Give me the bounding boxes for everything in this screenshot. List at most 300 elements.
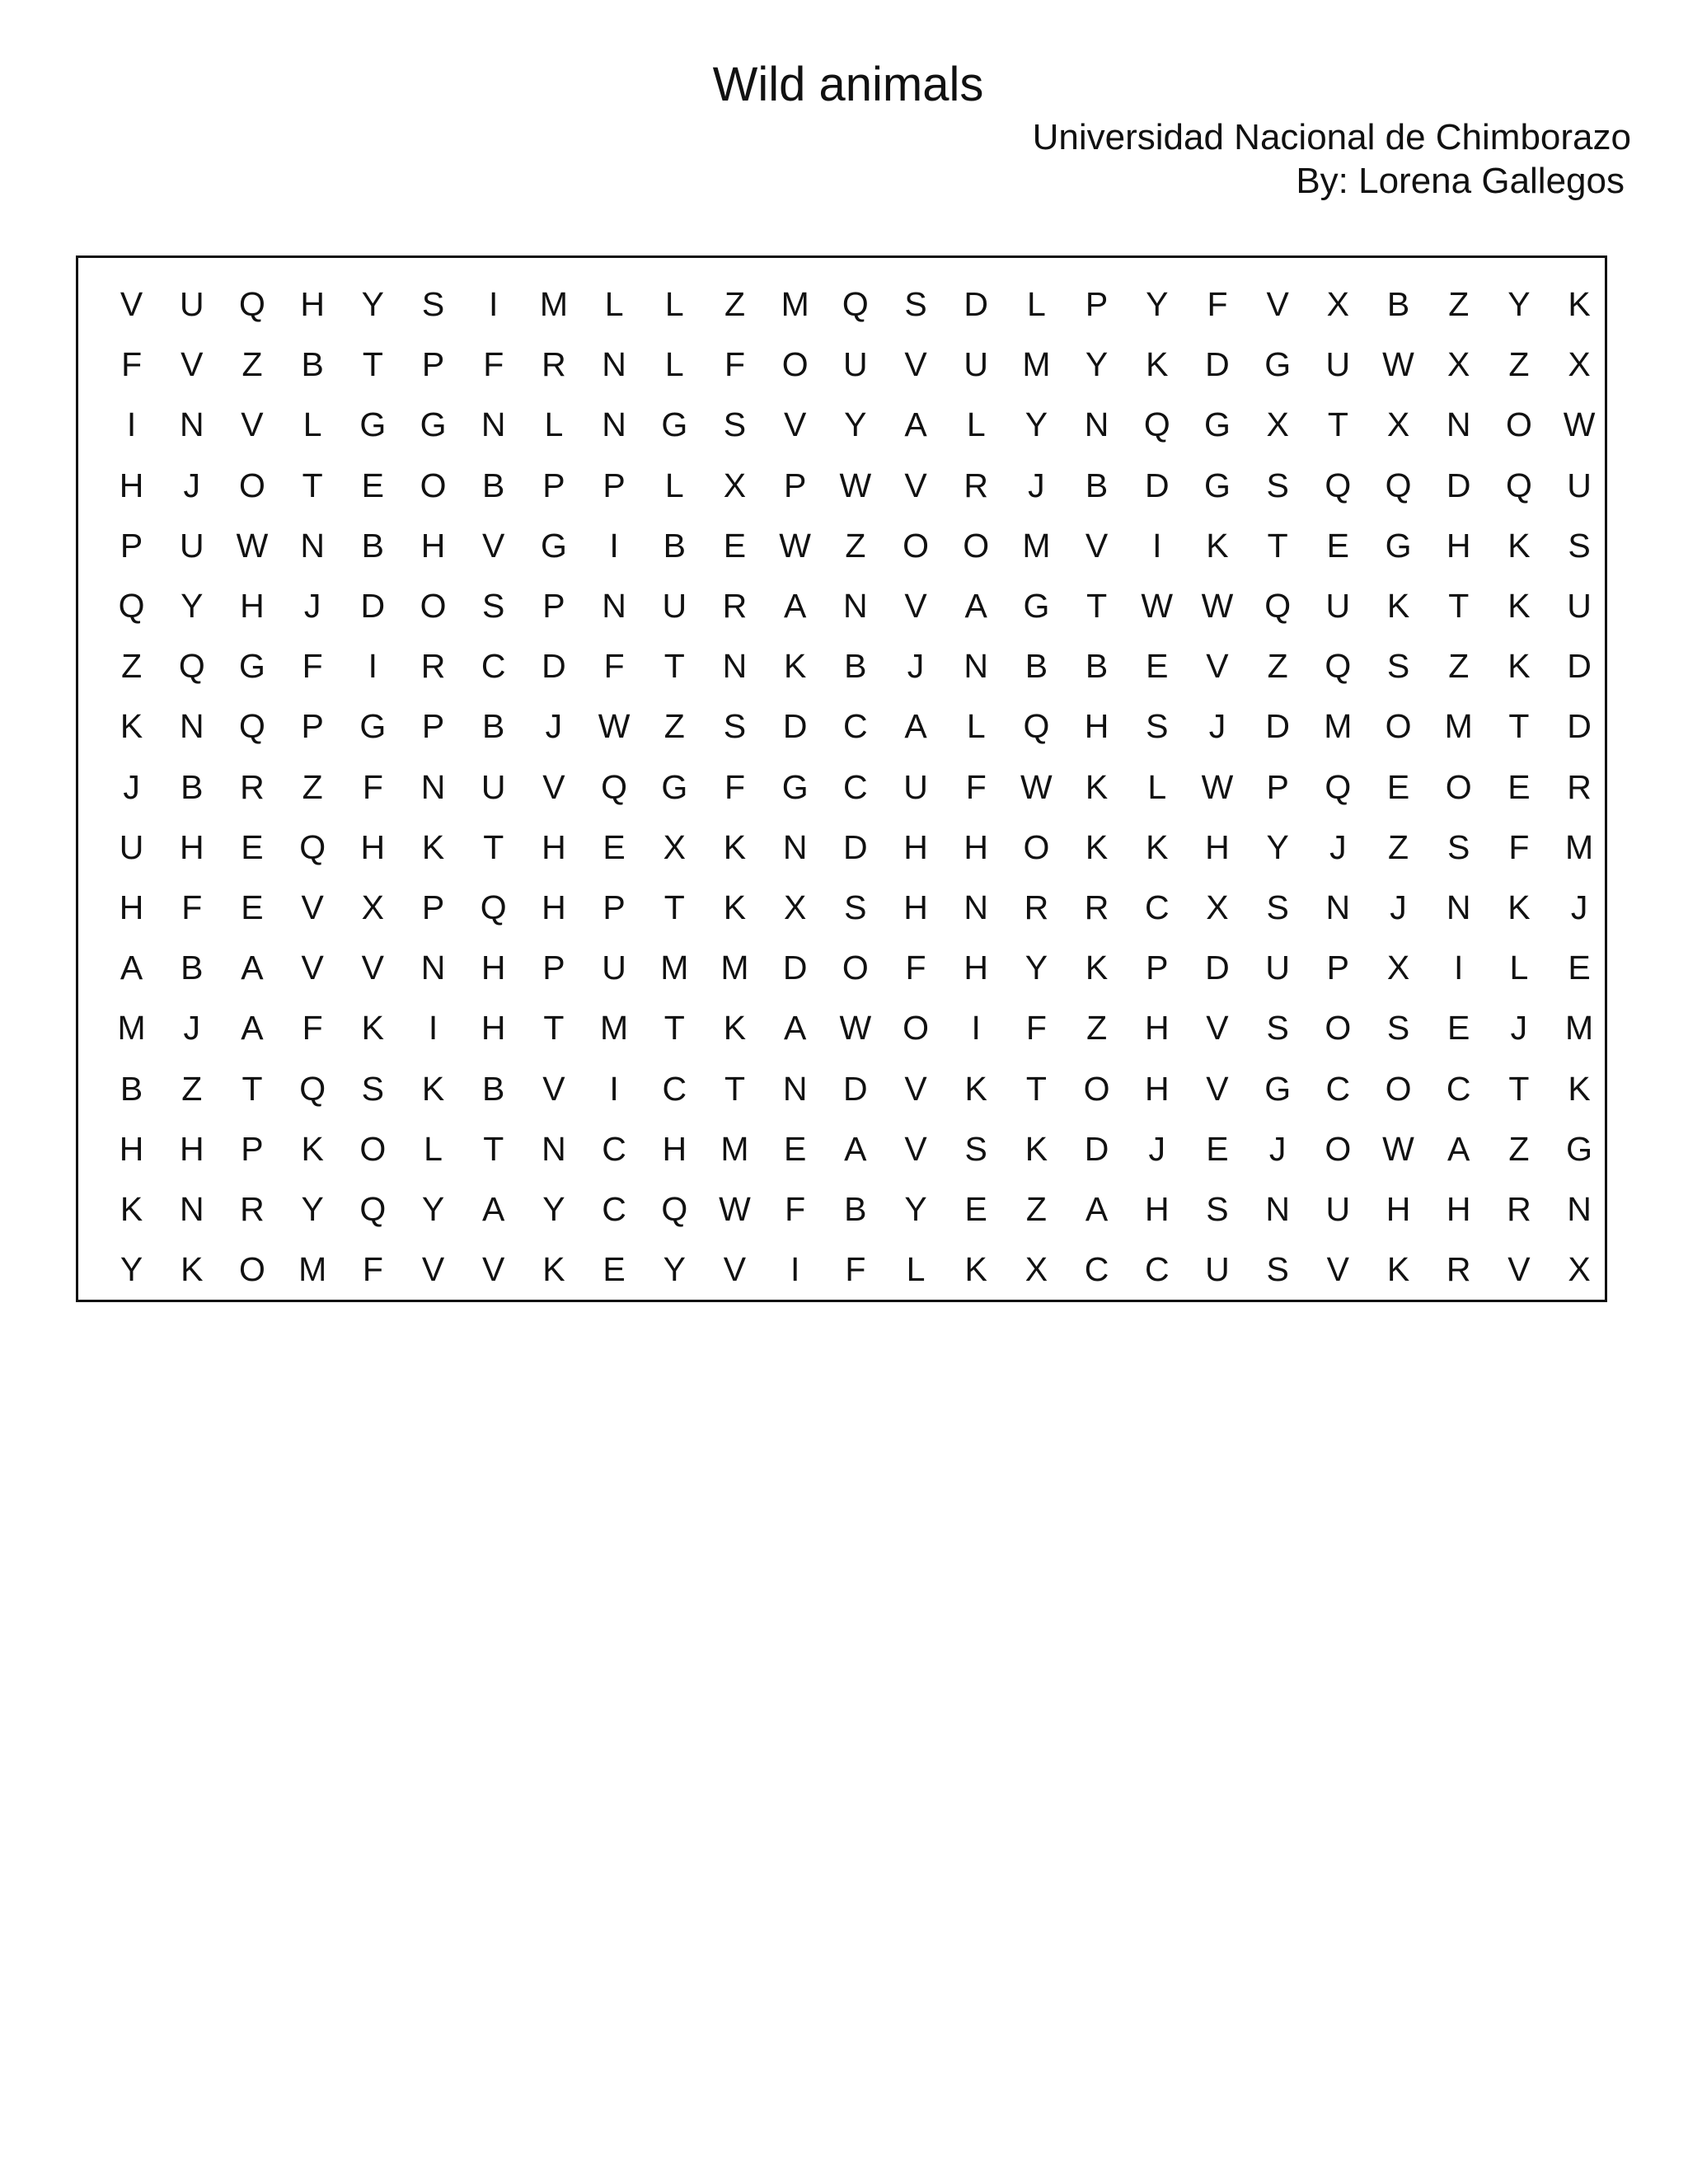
grid-letter[interactable]: O	[781, 345, 809, 384]
grid-letter[interactable]: S	[1568, 526, 1591, 565]
grid-letter[interactable]: L	[424, 1129, 443, 1168]
grid-letter[interactable]: M	[539, 285, 568, 324]
grid-letter[interactable]: Q	[178, 647, 205, 686]
grid-letter[interactable]: I	[790, 1250, 800, 1289]
grid-letter[interactable]: Z	[1025, 1189, 1047, 1228]
grid-letter[interactable]: P	[421, 345, 445, 384]
grid-letter[interactable]: T	[302, 466, 323, 504]
grid-letter[interactable]: Y	[904, 1189, 927, 1228]
grid-letter[interactable]: H	[1446, 526, 1471, 565]
grid-letter[interactable]: O	[842, 949, 869, 987]
grid-letter[interactable]: S	[723, 405, 747, 444]
grid-letter[interactable]: W	[779, 526, 811, 565]
grid-letter[interactable]: H	[119, 1129, 144, 1168]
grid-letter[interactable]: H	[1446, 1189, 1471, 1228]
grid-letter[interactable]: D	[1446, 466, 1471, 504]
grid-letter[interactable]: G	[540, 526, 567, 565]
grid-letter[interactable]: G	[661, 405, 688, 444]
grid-letter[interactable]: Q	[661, 1189, 688, 1228]
grid-letter[interactable]: N	[602, 345, 626, 384]
grid-letter[interactable]: E	[1568, 949, 1591, 987]
grid-letter[interactable]: C	[1325, 1069, 1351, 1108]
grid-letter[interactable]: K	[421, 1069, 445, 1108]
grid-letter[interactable]: W	[598, 707, 631, 746]
grid-letter[interactable]: R	[1507, 1189, 1531, 1228]
grid-letter[interactable]: E	[964, 1189, 987, 1228]
grid-letter[interactable]: T	[1508, 707, 1530, 746]
grid-letter[interactable]: H	[1084, 707, 1109, 746]
grid-letter[interactable]: V	[1206, 647, 1229, 686]
grid-letter[interactable]: J	[1268, 1129, 1287, 1168]
grid-letter[interactable]: V	[1507, 1250, 1531, 1289]
grid-letter[interactable]: B	[1386, 285, 1410, 324]
grid-letter[interactable]: F	[845, 1250, 866, 1289]
grid-letter[interactable]: U	[1325, 587, 1351, 626]
grid-letter[interactable]: H	[240, 587, 265, 626]
grid-letter[interactable]: Q	[1023, 707, 1050, 746]
grid-letter[interactable]: X	[1568, 345, 1591, 384]
grid-letter[interactable]: B	[844, 1189, 867, 1228]
grid-letter[interactable]: W	[236, 526, 269, 565]
grid-letter[interactable]: Q	[1143, 405, 1170, 444]
grid-letter[interactable]: T	[483, 1129, 504, 1168]
grid-letter[interactable]: K	[723, 827, 747, 866]
grid-letter[interactable]: Z	[663, 707, 685, 746]
grid-letter[interactable]: H	[1144, 1069, 1170, 1108]
grid-letter[interactable]: V	[904, 1069, 927, 1108]
grid-letter[interactable]: Z	[1388, 827, 1409, 866]
grid-letter[interactable]: H	[542, 827, 566, 866]
grid-letter[interactable]: D	[964, 285, 989, 324]
grid-letter[interactable]: P	[542, 587, 565, 626]
grid-letter[interactable]: P	[421, 888, 445, 926]
grid-letter[interactable]: X	[1206, 888, 1229, 926]
grid-letter[interactable]: Z	[181, 1069, 203, 1108]
grid-letter[interactable]: W	[839, 466, 872, 504]
grid-letter[interactable]: Q	[1505, 466, 1532, 504]
grid-letter[interactable]: O	[1083, 1069, 1110, 1108]
grid-letter[interactable]: Z	[1086, 1009, 1108, 1047]
grid-letter[interactable]: K	[301, 1129, 324, 1168]
grid-letter[interactable]: Q	[359, 1189, 387, 1228]
grid-letter[interactable]: G	[781, 767, 809, 806]
grid-letter[interactable]: J	[1570, 888, 1588, 926]
grid-letter[interactable]: R	[964, 466, 989, 504]
grid-letter[interactable]: A	[120, 949, 143, 987]
grid-letter[interactable]: S	[1266, 888, 1289, 926]
grid-letter[interactable]: H	[360, 827, 386, 866]
grid-letter[interactable]: B	[1025, 647, 1048, 686]
grid-letter[interactable]: L	[1147, 767, 1167, 806]
grid-letter[interactable]: J	[1028, 466, 1045, 504]
grid-letter[interactable]: E	[1326, 526, 1350, 565]
grid-letter[interactable]: U	[964, 345, 989, 384]
grid-letter[interactable]: G	[1566, 1129, 1593, 1168]
grid-letter[interactable]: J	[123, 767, 140, 806]
grid-letter[interactable]: F	[905, 949, 926, 987]
grid-letter[interactable]: I	[609, 526, 619, 565]
grid-letter[interactable]: D	[1567, 707, 1592, 746]
grid-letter[interactable]: Q	[601, 767, 628, 806]
grid-letter[interactable]: V	[904, 587, 927, 626]
grid-letter[interactable]: B	[482, 466, 505, 504]
grid-letter[interactable]: N	[1446, 888, 1471, 926]
grid-letter[interactable]: C	[843, 767, 868, 806]
grid-letter[interactable]: T	[543, 1009, 565, 1047]
grid-letter[interactable]: Y	[361, 285, 385, 324]
grid-letter[interactable]: C	[843, 707, 868, 746]
grid-letter[interactable]: B	[361, 526, 385, 565]
grid-letter[interactable]: U	[662, 587, 687, 626]
grid-letter[interactable]: T	[241, 1069, 263, 1108]
grid-letter[interactable]: K	[723, 888, 747, 926]
grid-letter[interactable]: X	[1568, 1250, 1591, 1289]
grid-letter[interactable]: Z	[302, 767, 323, 806]
grid-letter[interactable]: I	[489, 285, 499, 324]
grid-letter[interactable]: J	[1390, 888, 1407, 926]
grid-letter[interactable]: J	[1148, 1129, 1166, 1168]
grid-letter[interactable]: K	[1568, 1069, 1591, 1108]
grid-letter[interactable]: O	[1385, 1069, 1412, 1108]
grid-letter[interactable]: T	[1086, 587, 1108, 626]
grid-letter[interactable]: D	[843, 827, 868, 866]
grid-letter[interactable]: I	[428, 1009, 438, 1047]
grid-letter[interactable]: V	[1085, 526, 1109, 565]
grid-letter[interactable]: X	[1386, 405, 1410, 444]
grid-letter[interactable]: H	[179, 1129, 204, 1168]
grid-letter[interactable]: B	[844, 647, 867, 686]
grid-letter[interactable]: W	[719, 1189, 751, 1228]
grid-letter[interactable]: L	[1509, 949, 1529, 987]
grid-letter[interactable]: K	[1568, 285, 1591, 324]
grid-letter[interactable]: M	[1565, 827, 1594, 866]
grid-letter[interactable]: D	[542, 647, 566, 686]
grid-letter[interactable]: D	[1205, 949, 1230, 987]
grid-letter[interactable]: K	[120, 1189, 143, 1228]
grid-letter[interactable]: V	[241, 405, 264, 444]
grid-letter[interactable]: Y	[421, 1189, 445, 1228]
grid-letter[interactable]: A	[1085, 1189, 1109, 1228]
grid-letter[interactable]: W	[1563, 405, 1596, 444]
grid-letter[interactable]: T	[1508, 1069, 1530, 1108]
grid-letter[interactable]: A	[904, 707, 927, 746]
grid-letter[interactable]: A	[482, 1189, 505, 1228]
grid-letter[interactable]: N	[722, 647, 748, 686]
grid-letter[interactable]: K	[361, 1009, 385, 1047]
grid-letter[interactable]: G	[1264, 1069, 1292, 1108]
grid-letter[interactable]: S	[1266, 1250, 1289, 1289]
grid-letter[interactable]: G	[1023, 587, 1050, 626]
grid-letter[interactable]: V	[542, 767, 565, 806]
grid-letter[interactable]: C	[1446, 1069, 1471, 1108]
grid-letter[interactable]: U	[179, 526, 204, 565]
grid-letter[interactable]: N	[179, 1189, 204, 1228]
grid-letter[interactable]: E	[1386, 767, 1410, 806]
grid-letter[interactable]: D	[360, 587, 386, 626]
grid-letter[interactable]: R	[1567, 767, 1592, 806]
grid-letter[interactable]: H	[542, 888, 566, 926]
grid-letter[interactable]: V	[783, 405, 807, 444]
grid-letter[interactable]: D	[1205, 345, 1230, 384]
grid-letter[interactable]: Z	[1508, 345, 1530, 384]
grid-letter[interactable]: K	[1507, 526, 1531, 565]
grid-letter[interactable]: R	[1446, 1250, 1471, 1289]
grid-letter[interactable]: O	[239, 1250, 265, 1289]
grid-letter[interactable]: F	[362, 1250, 383, 1289]
grid-letter[interactable]: C	[1084, 1250, 1109, 1289]
grid-letter[interactable]: K	[1085, 827, 1109, 866]
grid-letter[interactable]: W	[1201, 587, 1234, 626]
grid-letter[interactable]: L	[302, 405, 322, 444]
grid-letter[interactable]: K	[1146, 827, 1169, 866]
grid-letter[interactable]: K	[181, 1250, 204, 1289]
grid-letter[interactable]: H	[119, 466, 144, 504]
grid-letter[interactable]: X	[663, 827, 686, 866]
grid-letter[interactable]: B	[1085, 466, 1109, 504]
grid-letter[interactable]: C	[662, 1069, 687, 1108]
grid-letter[interactable]: D	[1084, 1129, 1109, 1168]
grid-letter[interactable]: E	[1146, 647, 1169, 686]
grid-letter[interactable]: E	[1206, 1129, 1229, 1168]
grid-letter[interactable]: V	[482, 1250, 505, 1289]
grid-letter[interactable]: H	[420, 526, 446, 565]
grid-letter[interactable]: O	[1385, 707, 1412, 746]
grid-letter[interactable]: M	[781, 285, 809, 324]
grid-letter[interactable]: N	[782, 827, 808, 866]
grid-letter[interactable]: G	[1204, 466, 1231, 504]
grid-letter[interactable]: D	[843, 1069, 868, 1108]
grid-letter[interactable]: K	[1146, 345, 1169, 384]
grid-letter[interactable]: Q	[1264, 587, 1292, 626]
grid-letter[interactable]: T	[1448, 587, 1470, 626]
grid-letter[interactable]: D	[1567, 647, 1592, 686]
grid-letter[interactable]: T	[1267, 526, 1288, 565]
grid-letter[interactable]: Y	[301, 1189, 324, 1228]
grid-letter[interactable]: N	[420, 767, 446, 806]
grid-letter[interactable]: F	[1508, 827, 1530, 866]
grid-letter[interactable]: K	[1386, 1250, 1410, 1289]
grid-letter[interactable]: D	[782, 949, 808, 987]
grid-letter[interactable]: E	[361, 466, 385, 504]
grid-letter[interactable]: W	[1382, 1129, 1414, 1168]
grid-letter[interactable]: H	[903, 888, 928, 926]
grid-letter[interactable]: L	[966, 405, 986, 444]
grid-letter[interactable]: S	[1386, 1009, 1410, 1047]
grid-letter[interactable]: X	[1447, 345, 1470, 384]
grid-letter[interactable]: B	[663, 526, 686, 565]
grid-letter[interactable]: L	[544, 405, 564, 444]
grid-letter[interactable]: B	[181, 949, 204, 987]
grid-letter[interactable]: M	[298, 1250, 327, 1289]
grid-letter[interactable]: K	[1507, 647, 1531, 686]
grid-letter[interactable]: V	[1206, 1009, 1229, 1047]
grid-letter[interactable]: V	[1326, 1250, 1350, 1289]
grid-letter[interactable]: Y	[663, 1250, 686, 1289]
grid-letter[interactable]: V	[904, 345, 927, 384]
grid-letter[interactable]: H	[964, 827, 989, 866]
grid-letter[interactable]: L	[966, 707, 986, 746]
grid-letter[interactable]: S	[1266, 1009, 1289, 1047]
grid-letter[interactable]: E	[783, 1129, 807, 1168]
grid-letter[interactable]: E	[723, 526, 747, 565]
grid-letter[interactable]: N	[300, 526, 325, 565]
grid-letter[interactable]: L	[664, 345, 684, 384]
grid-letter[interactable]: A	[783, 1009, 807, 1047]
grid-letter[interactable]: A	[964, 587, 987, 626]
grid-letter[interactable]: U	[1265, 949, 1290, 987]
grid-letter[interactable]: R	[722, 587, 748, 626]
grid-letter[interactable]: E	[241, 888, 264, 926]
grid-letter[interactable]: N	[1265, 1189, 1290, 1228]
grid-letter[interactable]: F	[362, 767, 383, 806]
grid-letter[interactable]: H	[1144, 1189, 1170, 1228]
grid-letter[interactable]: L	[664, 466, 684, 504]
grid-letter[interactable]: K	[783, 647, 807, 686]
grid-letter[interactable]: P	[542, 466, 565, 504]
grid-letter[interactable]: S	[1146, 707, 1169, 746]
grid-letter[interactable]: S	[1386, 647, 1410, 686]
grid-letter[interactable]: P	[603, 466, 626, 504]
grid-letter[interactable]: E	[603, 827, 626, 866]
grid-letter[interactable]: J	[907, 647, 925, 686]
grid-letter[interactable]: S	[421, 285, 445, 324]
grid-letter[interactable]: Z	[241, 345, 263, 384]
grid-letter[interactable]: Q	[1325, 767, 1352, 806]
grid-letter[interactable]: S	[361, 1069, 385, 1108]
grid-letter[interactable]: F	[1207, 285, 1228, 324]
grid-letter[interactable]: S	[904, 285, 927, 324]
grid-letter[interactable]: X	[723, 466, 747, 504]
grid-letter[interactable]: X	[361, 888, 385, 926]
grid-letter[interactable]: N	[1567, 1189, 1592, 1228]
grid-letter[interactable]: F	[724, 345, 745, 384]
grid-letter[interactable]: V	[904, 466, 927, 504]
grid-letter[interactable]: G	[359, 707, 387, 746]
grid-letter[interactable]: G	[359, 405, 387, 444]
grid-letter[interactable]: A	[1447, 1129, 1470, 1168]
grid-letter[interactable]: F	[121, 345, 143, 384]
grid-letter[interactable]: U	[602, 949, 626, 987]
grid-letter[interactable]: I	[368, 647, 378, 686]
grid-letter[interactable]: V	[1206, 1069, 1229, 1108]
grid-letter[interactable]: K	[1085, 949, 1109, 987]
grid-letter[interactable]: Z	[1267, 647, 1288, 686]
grid-letter[interactable]: K	[723, 1009, 747, 1047]
grid-letter[interactable]: I	[126, 405, 137, 444]
grid-letter[interactable]: U	[1567, 587, 1592, 626]
grid-letter[interactable]: V	[1266, 285, 1289, 324]
grid-letter[interactable]: O	[903, 526, 929, 565]
grid-letter[interactable]: Y	[844, 405, 867, 444]
grid-letter[interactable]: O	[359, 1129, 387, 1168]
grid-letter[interactable]: H	[1144, 1009, 1170, 1047]
grid-letter[interactable]: S	[1206, 1189, 1229, 1228]
grid-letter[interactable]: O	[1445, 767, 1472, 806]
grid-letter[interactable]: B	[482, 1069, 505, 1108]
grid-letter[interactable]: X	[1386, 949, 1410, 987]
grid-letter[interactable]: J	[1329, 827, 1347, 866]
grid-letter[interactable]: J	[1510, 1009, 1528, 1047]
grid-letter[interactable]: O	[420, 466, 447, 504]
grid-letter[interactable]: B	[120, 1069, 143, 1108]
grid-letter[interactable]: O	[1325, 1009, 1352, 1047]
grid-letter[interactable]: Q	[299, 1069, 326, 1108]
grid-letter[interactable]: H	[481, 1009, 506, 1047]
grid-letter[interactable]: P	[1085, 285, 1109, 324]
grid-letter[interactable]: K	[542, 1250, 565, 1289]
grid-letter[interactable]: U	[119, 827, 144, 866]
grid-letter[interactable]: U	[1325, 1189, 1351, 1228]
grid-letter[interactable]: R	[240, 1189, 265, 1228]
grid-letter[interactable]: O	[1325, 1129, 1352, 1168]
grid-letter[interactable]: Y	[1146, 285, 1169, 324]
grid-letter[interactable]: V	[181, 345, 204, 384]
grid-letter[interactable]: F	[302, 1009, 323, 1047]
grid-letter[interactable]: Y	[120, 1250, 143, 1289]
grid-letter[interactable]: A	[783, 587, 807, 626]
grid-letter[interactable]: V	[723, 1250, 747, 1289]
grid-letter[interactable]: T	[1327, 405, 1348, 444]
grid-letter[interactable]: A	[241, 1009, 264, 1047]
grid-letter[interactable]: H	[964, 949, 989, 987]
grid-letter[interactable]: N	[964, 888, 989, 926]
grid-letter[interactable]: W	[1201, 767, 1234, 806]
grid-letter[interactable]: P	[421, 707, 445, 746]
grid-letter[interactable]: P	[241, 1129, 264, 1168]
grid-letter[interactable]: R	[420, 647, 446, 686]
grid-letter[interactable]: G	[1204, 405, 1231, 444]
grid-letter[interactable]: H	[1205, 827, 1230, 866]
grid-letter[interactable]: Q	[842, 285, 869, 324]
grid-letter[interactable]: K	[964, 1250, 987, 1289]
grid-letter[interactable]: V	[361, 949, 385, 987]
grid-letter[interactable]: I	[609, 1069, 619, 1108]
grid-letter[interactable]: P	[120, 526, 143, 565]
grid-letter[interactable]: Y	[181, 587, 204, 626]
grid-letter[interactable]: H	[300, 285, 325, 324]
grid-letter[interactable]: J	[303, 587, 321, 626]
grid-letter[interactable]: X	[783, 888, 807, 926]
grid-letter[interactable]: S	[1447, 827, 1470, 866]
grid-letter[interactable]: Q	[299, 827, 326, 866]
grid-letter[interactable]: X	[1266, 405, 1289, 444]
grid-letter[interactable]: J	[183, 1009, 201, 1047]
grid-letter[interactable]: M	[1565, 1009, 1594, 1047]
grid-letter[interactable]: N	[420, 949, 446, 987]
grid-letter[interactable]: U	[179, 285, 204, 324]
grid-letter[interactable]: S	[964, 1129, 987, 1168]
grid-letter[interactable]: O	[903, 1009, 929, 1047]
grid-letter[interactable]: Y	[1025, 949, 1048, 987]
grid-letter[interactable]: V	[542, 1069, 565, 1108]
grid-letter[interactable]: D	[782, 707, 808, 746]
grid-letter[interactable]: V	[301, 949, 324, 987]
grid-letter[interactable]: J	[183, 466, 201, 504]
grid-letter[interactable]: G	[239, 647, 265, 686]
grid-letter[interactable]: C	[481, 647, 506, 686]
grid-letter[interactable]: E	[1507, 767, 1531, 806]
grid-letter[interactable]: S	[482, 587, 505, 626]
grid-letter[interactable]: O	[420, 587, 447, 626]
grid-letter[interactable]: Y	[542, 1189, 565, 1228]
grid-letter[interactable]: H	[1386, 1189, 1411, 1228]
grid-letter[interactable]: F	[965, 767, 987, 806]
grid-letter[interactable]: G	[661, 767, 688, 806]
grid-letter[interactable]: X	[1326, 285, 1350, 324]
grid-letter[interactable]: N	[964, 647, 989, 686]
grid-letter[interactable]: U	[903, 767, 928, 806]
grid-letter[interactable]: P	[542, 949, 565, 987]
